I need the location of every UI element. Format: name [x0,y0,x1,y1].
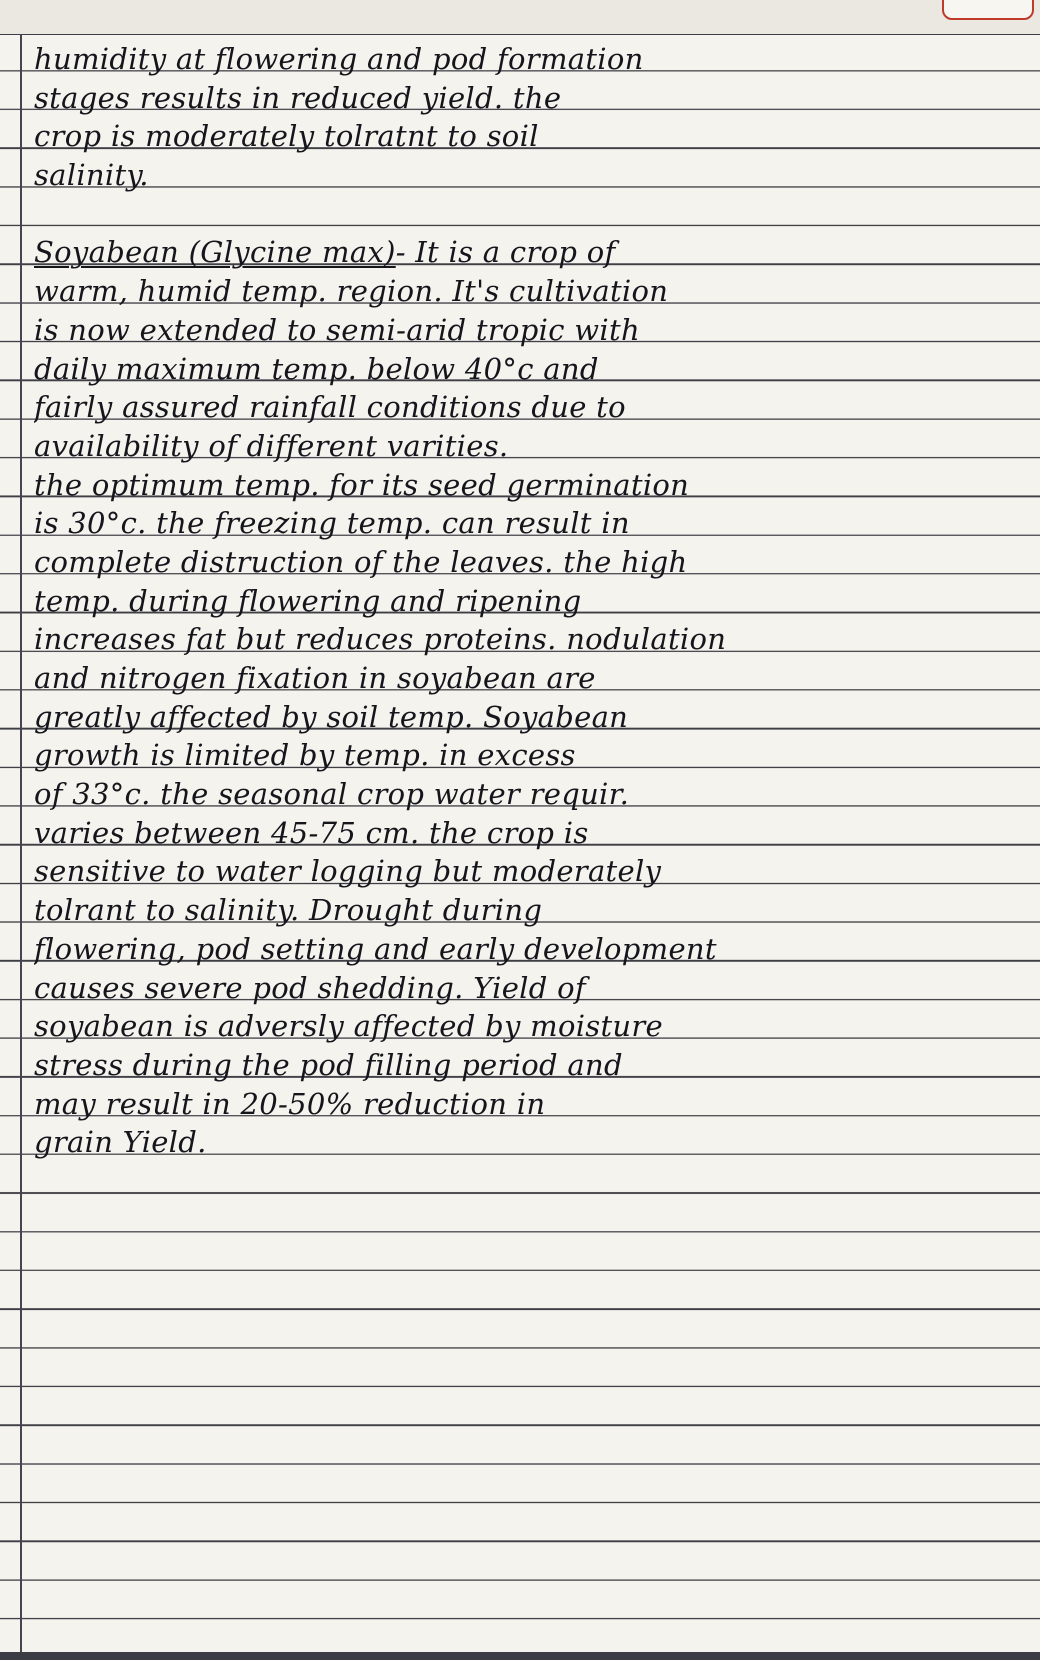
text-line: increases fat but reduces proteins. nodulation [34,622,727,657]
text-line: salinity. [34,158,149,193]
text-line: daily maximum temp. below 40°c and [34,351,599,386]
text-line: is now extended to semi-arid tropic with [34,312,640,347]
text-line: causes severe pod shedding. Yield of [34,970,586,1005]
page-header-strip [0,0,1040,35]
text-line: may result in 20-50% reduction in [34,1086,546,1121]
blank-line [34,195,1024,234]
text-line: temp. during flowering and ripening [34,583,582,618]
text-line: availability of different varities. [34,428,509,463]
text-line: crop is moderately tolratnt to soil [34,119,539,154]
text-line: sensitive to water logging but moderately [34,854,662,889]
heading-continuation: - It is a crop of [395,235,616,270]
section-heading: Soyabean (Glycine max) [34,235,396,270]
text-line: fairly assured rainfall conditions due to [34,390,626,425]
text-line: tolrant to salinity. Drought during [34,893,543,928]
text-line: stress during the pod filling period and [34,1047,623,1082]
margin-line [20,34,22,1660]
text-line: and nitrogen fixation in soyabean are [34,661,596,695]
text-line: grain Yield. [34,1125,207,1160]
text-line: greatly affected by soil temp. Soyabean [34,699,629,734]
text-line: stages results in reduced yield. the [34,80,562,115]
text-line: humidity at flowering and pod formation [34,42,644,76]
text-line: is 30°c. the freezing temp. can result in [34,506,630,541]
text-line: growth is limited by temp. in excess [34,738,576,773]
text-line: complete distruction of the leaves. the high [34,544,688,579]
text-line: the optimum temp. for its seed germination [34,467,690,502]
text-line: of 33°c. the seasonal crop water requir. [34,777,630,812]
text-line: flowering, pod setting and early development [34,931,717,966]
heading-line [34,233,1024,272]
handwritten-notes [34,40,1024,1162]
page-bottom-edge [0,1652,1040,1660]
page-number-box [942,0,1034,20]
text-line: soyabean is adversly affected by moisture [34,1009,664,1044]
text-line: warm, humid temp. region. It's cultivation [34,274,669,309]
text-line: varies between 45-75 cm. the crop is [34,815,589,850]
